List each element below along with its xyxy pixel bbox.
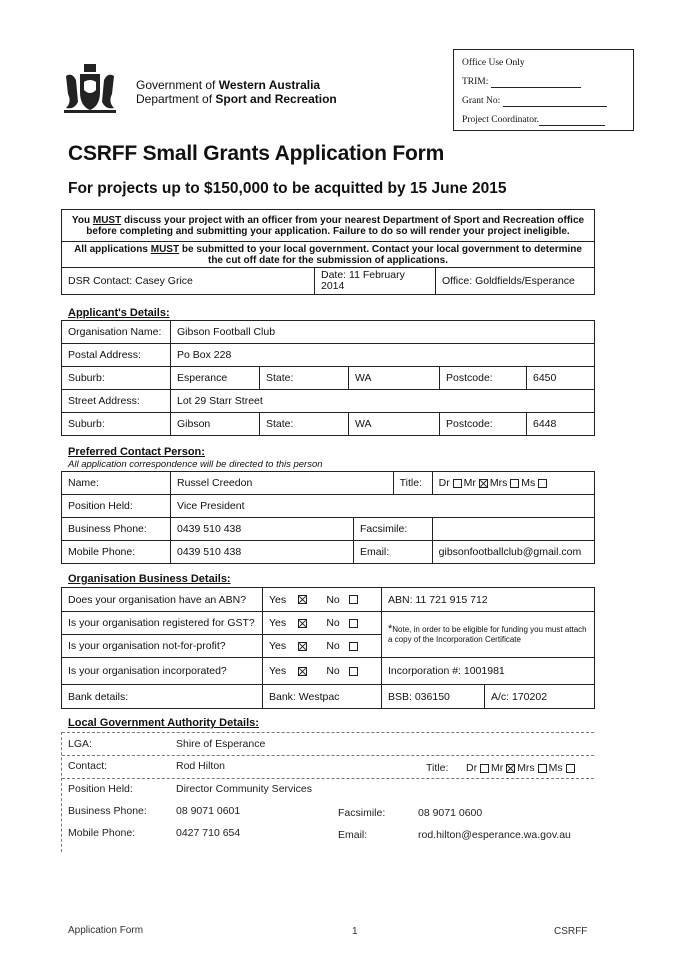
nfp-question: Is your organisation not-for-profit? [62,635,263,658]
contact-note: All application correspondence will be directed to this person [68,459,323,470]
lga-email-field[interactable]: rod.hilton@esperance.wa.gov.au [418,829,571,841]
title-label: Title: [393,472,432,495]
incorporated-answer: Yes No [263,658,382,685]
email-label: Email: [354,541,433,564]
org-name-field[interactable]: Gibson Football Club [171,321,595,344]
gst-question: Is your organisation registered for GST? [62,612,263,635]
grant-no-field[interactable] [503,94,607,107]
lga-title-options: Dr Mr Mrs Ms [466,762,577,774]
abn-yes-checkbox[interactable] [298,595,307,604]
form-title: CSRFF Small Grants Application Form [68,142,445,165]
inc-yes-checkbox[interactable] [298,667,307,676]
grant-no-label: Grant No: [462,96,501,106]
department-header: Government of Western Australia Department of Sport and Recreation [136,78,337,106]
lga-mobile-phone-label: Mobile Phone: [68,827,136,839]
title-mrs-checkbox[interactable] [510,479,519,488]
lga-field[interactable]: Shire of Esperance [176,738,266,750]
lga-mobile-phone-field[interactable]: 0427 710 654 [176,827,241,839]
contact-section-heading: Preferred Contact Person: [68,446,205,458]
inc-no-checkbox[interactable] [349,667,358,676]
lga-contact-field[interactable]: Rod Hilton [176,760,226,772]
street-address-label: Street Address: [62,390,171,413]
nfp-no-checkbox[interactable] [349,642,358,651]
suburb-label: Suburb: [62,413,171,436]
nfp-yes-checkbox[interactable] [298,642,307,651]
account-field[interactable]: A/c: 170202 [485,685,595,709]
office-use-heading: Office Use Only [462,58,525,68]
abn-no-checkbox[interactable] [349,595,358,604]
street-address-field[interactable]: Lot 29 Starr Street [171,390,595,413]
dsr-contact: DSR Contact: Casey Grice [62,268,315,295]
bank-name-field[interactable]: Bank: Westpac [263,685,382,709]
gst-yes-checkbox[interactable] [298,619,307,628]
state-label: State: [260,367,349,390]
postcode-label: Postcode: [440,413,527,436]
contact-name-label: Name: [62,472,171,495]
lga-position-field[interactable]: Director Community Services [176,783,312,795]
must-submit-notice: All applications MUST be submitted to your local government. Contact your local government to determine the cut off date for the submission of applications. [62,242,595,268]
applicant-table [61,320,595,436]
trim-label: TRIM: [462,77,489,87]
applicant-section-heading: Applicant's Details: [68,307,170,319]
page-number: 1 [352,926,358,937]
org-name-label: Organisation Name: [62,321,171,344]
suburb-field[interactable]: Gibson [171,413,260,436]
business-table [61,587,595,709]
lga-title-mrs-checkbox[interactable] [538,764,547,773]
title-mr-checkbox[interactable] [479,479,488,488]
state-field[interactable]: WA [349,367,440,390]
lga-label: LGA: [68,738,92,750]
title-options: Dr Mr Mrs Ms [432,472,594,495]
lga-email-label: Email: [338,829,368,841]
bsb-field[interactable]: BSB: 036150 [382,685,485,709]
notice-date: Date: 11 February 2014 [315,268,436,295]
fax-field[interactable] [432,518,594,541]
title-ms-checkbox[interactable] [538,479,547,488]
lga-business-phone-field[interactable]: 08 9071 0601 [176,805,241,817]
footer-left: Application Form [68,925,144,936]
lga-position-label: Position Held: [68,783,133,795]
footer-right: CSRFF [554,926,588,937]
incorporation-number-field[interactable]: Incorporation #: 1001981 [382,658,595,685]
email-field[interactable]: gibsonfootballclub@gmail.com [432,541,594,564]
lga-title-ms-checkbox[interactable] [566,764,575,773]
lga-fax-field[interactable]: 08 9071 0600 [418,807,483,819]
fax-label: Facsimile: [354,518,433,541]
lga-fax-label: Facsimile: [338,807,386,819]
lga-title-label: Title: [426,762,449,774]
business-section-heading: Organisation Business Details: [68,573,231,585]
suburb-field[interactable]: Esperance [171,367,260,390]
mobile-phone-field[interactable]: 0439 510 438 [171,541,354,564]
position-label: Position Held: [62,495,171,518]
bank-details-label: Bank details: [62,685,263,709]
nfp-answer: Yes No [263,635,382,658]
postcode-label: Postcode: [440,367,527,390]
postal-address-field[interactable]: Po Box 228 [171,344,595,367]
wa-crest-logo [58,62,122,116]
abn-answer: Yes No [263,588,382,612]
postcode-field[interactable]: 6448 [527,413,595,436]
incorporated-question: Is your organisation incorporated? [62,658,263,685]
project-coordinator-field[interactable] [539,113,605,126]
trim-field[interactable] [491,75,581,88]
postal-address-label: Postal Address: [62,344,171,367]
incorporation-note: *Note, in order to be eligible for funding you must attach a copy of the Incorporation Certificate [382,612,595,658]
lga-contact-label: Contact: [68,760,108,772]
lga-section-heading: Local Government Authority Details: [68,717,259,729]
form-subtitle: For projects up to $150,000 to be acquitted by 15 June 2015 [68,180,507,197]
gst-no-checkbox[interactable] [349,619,358,628]
position-field[interactable]: Vice President [171,495,595,518]
postcode-field[interactable]: 6450 [527,367,595,390]
abn-field[interactable]: ABN: 11 721 915 712 [382,588,595,612]
dsr-office: Office: Goldfields/Esperance [436,268,595,295]
project-coordinator-label: Project Coordinator. [462,115,540,125]
gst-answer: Yes No [263,612,382,635]
lga-title-mr-checkbox[interactable] [506,764,515,773]
title-dr-checkbox[interactable] [453,479,462,488]
business-phone-label: Business Phone: [62,518,171,541]
suburb-label: Suburb: [62,367,171,390]
lga-business-phone-label: Business Phone: [68,805,147,817]
lga-title-dr-checkbox[interactable] [480,764,489,773]
office-use-box [453,49,634,131]
state-label: State: [260,413,349,436]
mobile-phone-label: Mobile Phone: [62,541,171,564]
contact-name-field[interactable]: Russel Creedon [171,472,394,495]
state-field[interactable]: WA [349,413,440,436]
must-discuss-notice: You MUST discuss your project with an officer from your nearest Department of Sport and Recreation office before completing and submitting your application. Failure to do so will render your project ineligible. [62,210,595,242]
contact-table [61,471,595,564]
abn-question: Does your organisation have an ABN? [62,588,263,612]
notice-table [61,209,595,295]
business-phone-field[interactable]: 0439 510 438 [171,518,354,541]
